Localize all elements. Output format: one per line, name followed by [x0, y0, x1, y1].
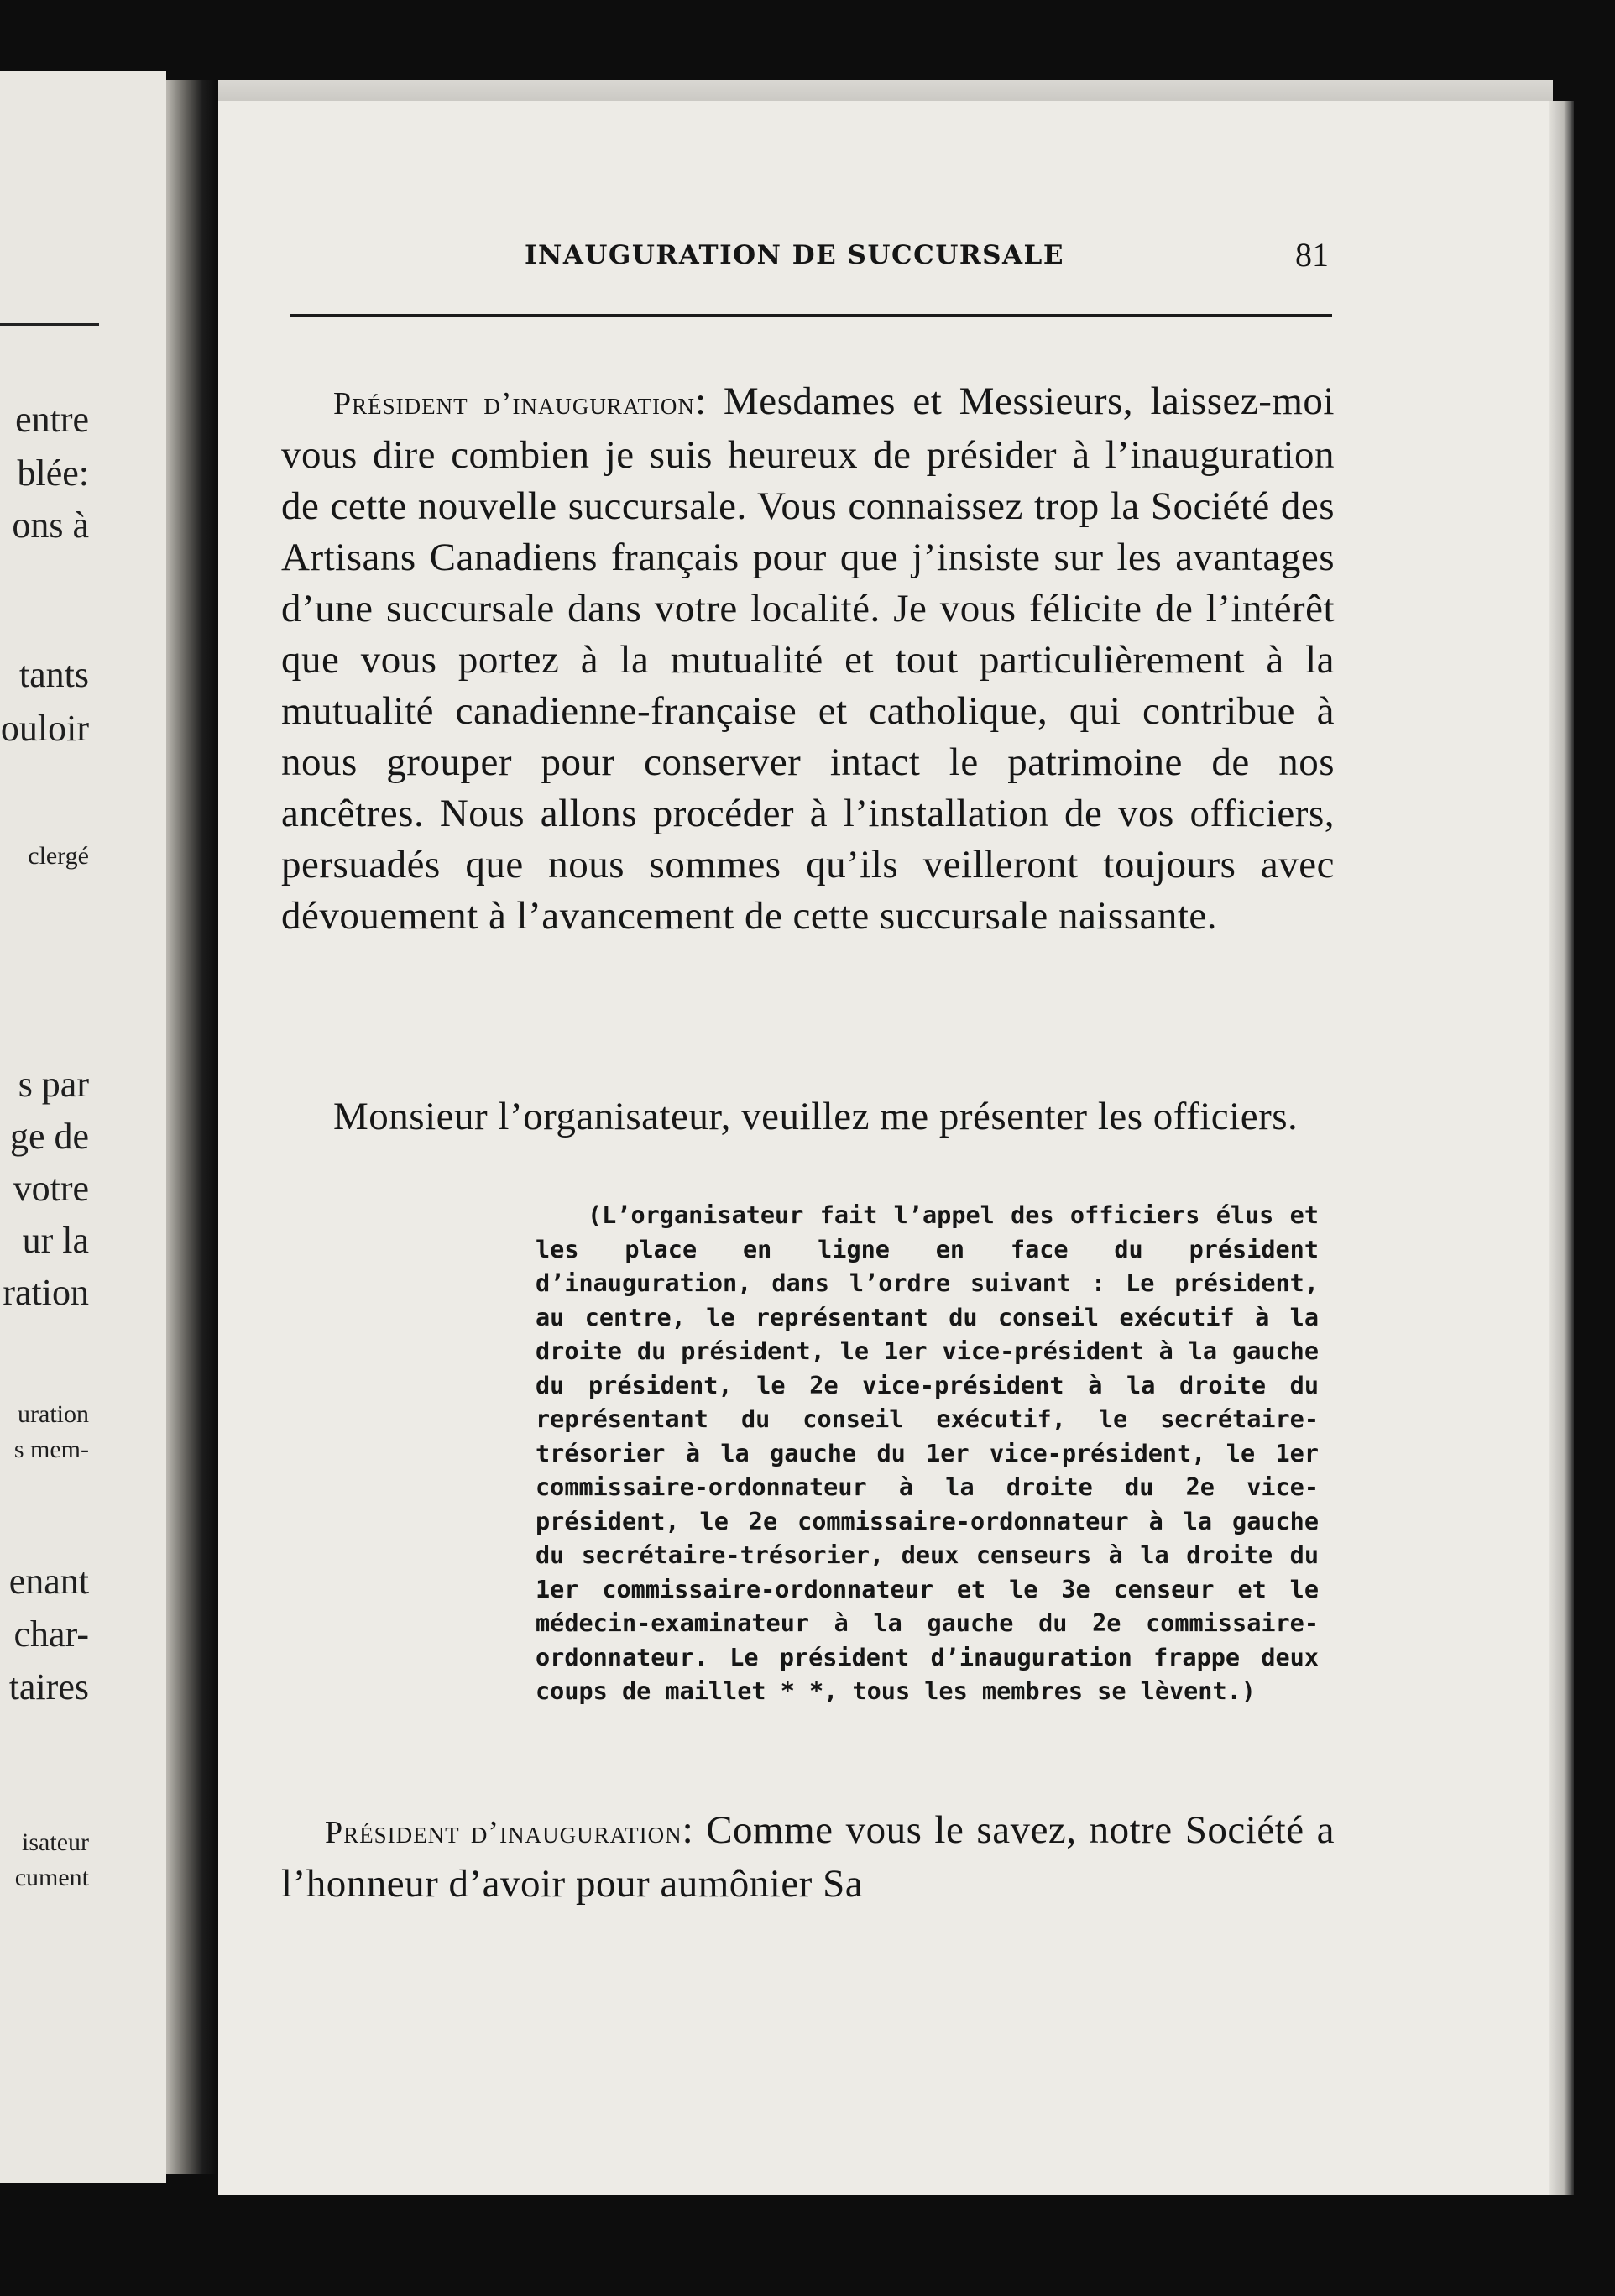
running-title: INAUGURATION DE SUCCURSALE: [525, 240, 1064, 270]
left-line: taires: [8, 1666, 89, 1708]
paragraph-request-officers: [281, 1091, 1335, 1143]
book-gutter-shadow: [166, 80, 218, 2174]
left-line: s par: [18, 1064, 89, 1105]
page-right-edge: [1549, 101, 1574, 2195]
note-text: (L’organisateur fait l’appel des officiers élus et les place en ligne en face du président d’inauguration, dans l’ordre suivant : Le président, au centre, le représentant du conseil exécutif à la droite du président, le 1er vice-président à la gauche du président, le 2e vice-président à la droite du représentant du conseil exécutif, le secrétaire-trésorier à la gauche du 1er vice-président, le 1er commissaire-ordonnateur à la droite du 2e vice-président, le 2e commissaire-ordonnateur à la gauche du secrétaire-trésorier, deux censeurs à la droite du 1er commissaire-ordonnateur et le 3e censeur et le médecin-examinateur à la gauche du 2e commissaire-ordonnateur. Le président d’inauguration frappe deux coups de maillet * *, tous les membres se lèvent.): [536, 1201, 1319, 1705]
paragraph-text: Monsieur l’organisateur, veuillez me présenter les officiers.: [333, 1095, 1299, 1138]
left-line: votre: [13, 1168, 89, 1209]
paragraph-chaplain: [281, 1805, 1335, 1910]
left-line: ouloir: [0, 708, 89, 749]
paragraph-text: : Mesdames et Messieurs, laissez-moi vous dire combien je suis heureux de présider à l’inauguration de cette nouvelle succursale. Vous connaissez trop la Société des Artisans Canadiens français pour que j’insiste sur les avantages d’une succursale dans votre localité. Je vous félicite de l’intérêt que vous portez à la mutualité et tout particulièrement à la mutualité canadienne-française et catholique, qui contribue à nous grouper pour conserver intact le patrimoine de nos ancêtres. Nous allons procéder à l’installation de vos officiers, persuadés que nous sommes qu’ils veilleront toujours avec dévouement à l’avancement de cette succursale naissante.: [281, 379, 1335, 938]
left-line: enant: [8, 1561, 89, 1602]
stage-direction-note: [536, 1199, 1319, 1709]
left-line: tants: [18, 654, 89, 695]
left-line: ge de: [9, 1116, 89, 1157]
page-top-edge: [218, 80, 1553, 103]
left-line: ration: [3, 1272, 89, 1313]
left-line: entre: [15, 399, 89, 440]
left-line: uration: [18, 1400, 89, 1428]
left-line: ur la: [22, 1220, 89, 1261]
left-line: char-: [13, 1613, 89, 1655]
speaker-label: Président d’inauguration: [333, 386, 695, 421]
paragraph-opening-address: [281, 376, 1335, 942]
left-line: cument: [14, 1864, 89, 1891]
left-line: blée:: [17, 452, 89, 494]
left-line: clergé: [28, 842, 89, 870]
left-line: ons à: [12, 505, 89, 546]
left-line: isateur: [22, 1828, 89, 1856]
left-page-rule: [0, 323, 99, 326]
left-line: s mem-: [13, 1436, 89, 1463]
left-page-text: [0, 0, 99, 2296]
header-rule: [290, 314, 1332, 317]
page-number: 81: [1295, 236, 1329, 274]
speaker-label: Président d’inauguration: [325, 1815, 682, 1850]
paragraph-text: : Comme vous le savez, notre Société a l’honneur d’avoir pour aumônier Sa: [281, 1808, 1335, 1906]
